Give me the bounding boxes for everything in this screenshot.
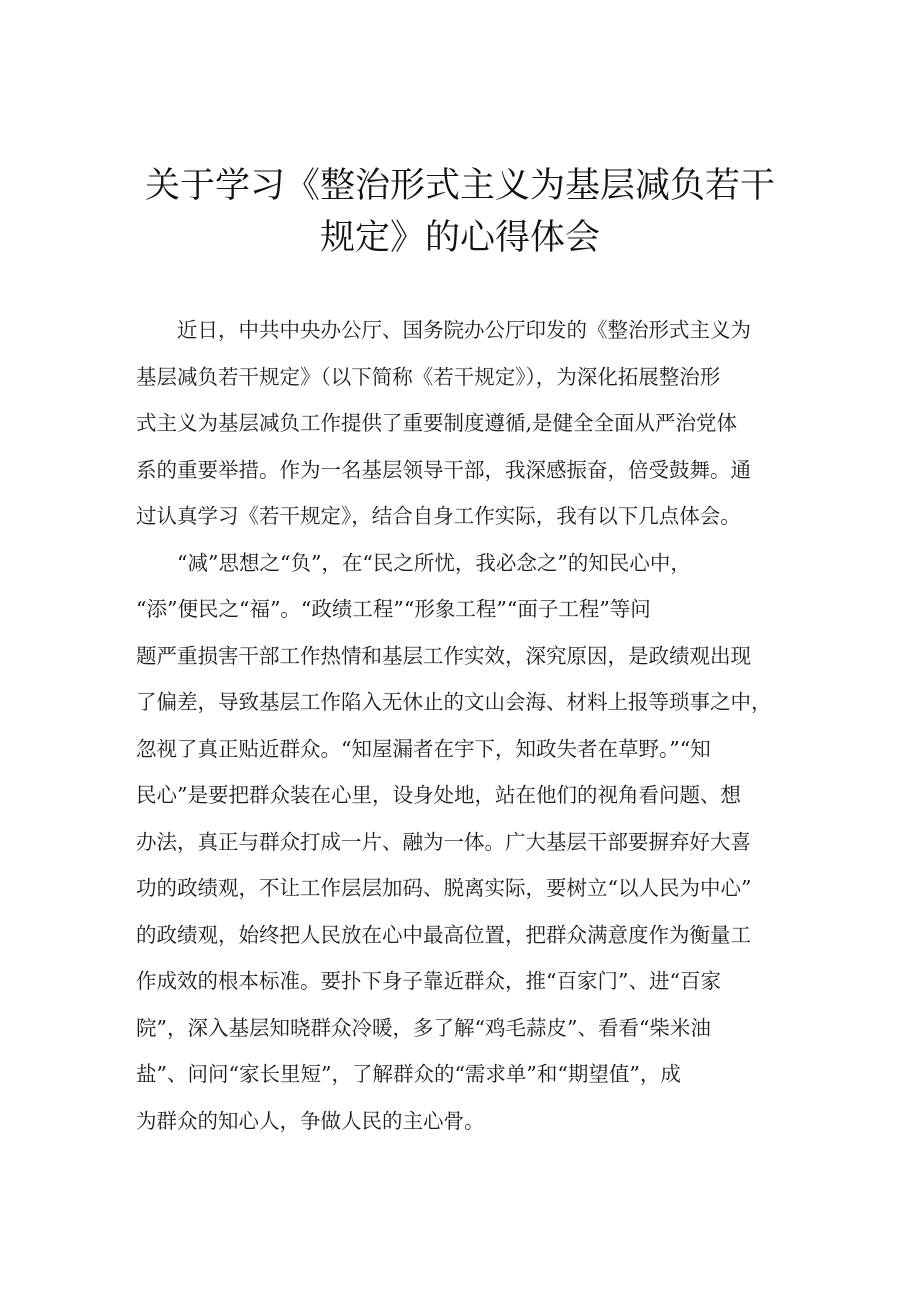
body-line: 近日，中共中央办公厅、国务院办公厅印发的《整治形式主义为 (136, 318, 751, 342)
body-line: 办法，真正与群众打成一片、融为一体。广大基层干部要摒弃好大喜 (136, 829, 751, 854)
document-title (100, 160, 820, 264)
body-line: “减”思想之“负”，在“民之所忧，我必念之”的知民心中， (136, 550, 691, 575)
body-line: 题严重损害干部工作热情和基层工作实效，深究原因，是政绩观出现 (136, 643, 751, 668)
body-line: 院”，深入基层知晓群众冷暖，多了解“鸡毛蒜皮”、看看“柴米油 (136, 1015, 711, 1040)
body-line: 为群众的知心人，争做人民的主心骨。 (136, 1108, 485, 1133)
body-line: 系的重要举措。作为一名基层领导干部，我深感振奋，倍受鼓舞。通 (136, 457, 751, 482)
body-line: 了偏差，导致基层工作陷入无休止的文山会海、材料上报等琐事之中， (136, 690, 772, 714)
body-line: 的政绩观，始终把人民放在心中最高位置，把群众满意度作为衡量工 (136, 922, 751, 947)
title-line-2: 规定》的心得体会 (319, 218, 600, 258)
body-line: 作成效的根本标准。要扑下身子靠近群众，推“百家门”、进“百家 (136, 969, 721, 993)
body-line: “添”便民之“福”。“政绩工程”“形象工程”“面子工程”等问 (136, 597, 651, 621)
title-line-1: 关于学习《整治形式主义为基层减负若干 (144, 166, 775, 206)
body-line: 盐”、问问“家长里短”，了解群众的“需求单”和“期望值”，成 (136, 1062, 681, 1086)
document-body (136, 307, 786, 1144)
body-line: 功的政绩观，不让工作层层加码、脱离实际，要树立“以人民为中心” (136, 876, 752, 900)
body-line: 式主义为基层减负工作提供了重要制度遵循,是健全全面从严治党体 (136, 411, 738, 435)
body-line: 民心”是要把群众装在心里，设身处地，站在他们的视角看问题、想 (136, 783, 741, 807)
body-line: 基层减负若干规定》（以下简称《若干规定》），为深化拓展整治形 (136, 364, 721, 389)
body-line: 忽视了真正贴近群众。“知屋漏者在宇下，知政失者在草野。”“知 (136, 736, 711, 761)
body-line: 过认真学习《若干规定》，结合自身工作实际，我有以下几点体会。 (136, 504, 741, 528)
